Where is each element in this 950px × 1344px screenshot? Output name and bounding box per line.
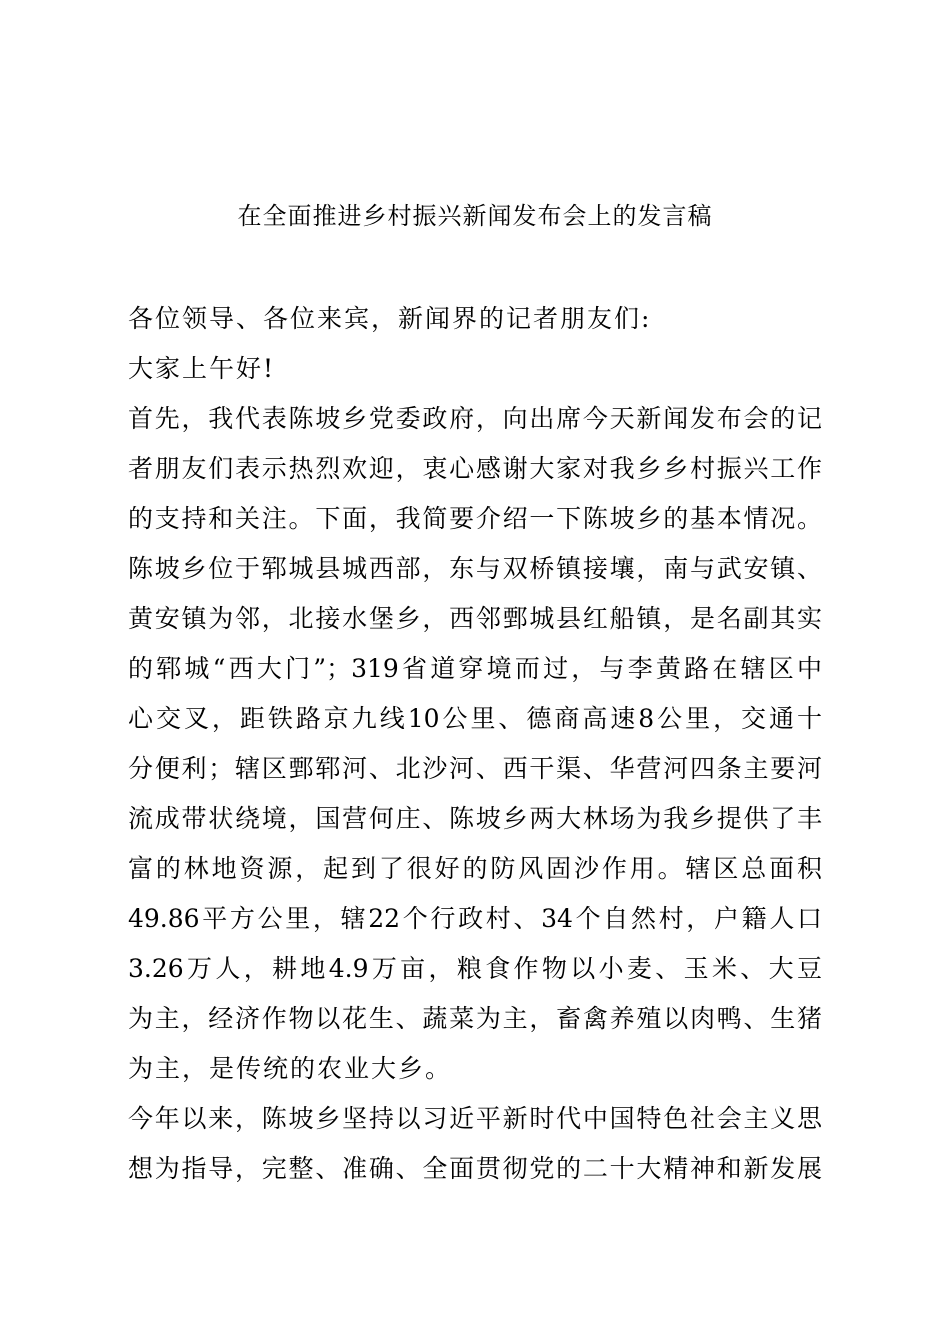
body-line: 3.26万人，耕地4.9万亩，粮食作物以小麦、玉米、大豆 — [128, 954, 822, 983]
document-body — [128, 294, 822, 1194]
body-line: 大家上午好! — [128, 354, 276, 383]
body-line: 想为指导，完整、准确、全面贯彻党的二十大精神和新发展 — [128, 1154, 822, 1183]
body-line: 的支持和关注。下面，我简要介绍一下陈坡乡的基本情况。 — [128, 504, 822, 533]
body-line: 分便利；辖区鄄郓河、北沙河、西干渠、华营河四条主要河 — [128, 754, 822, 783]
body-line: 今年以来，陈坡乡坚持以习近平新时代中国特色社会主义思 — [128, 1104, 822, 1133]
body-line: 为主，经济作物以花生、蔬菜为主，畜禽养殖以肉鸭、生猪 — [128, 1004, 822, 1033]
body-line: 者朋友们表示热烈欢迎，衷心感谢大家对我乡乡村振兴工作 — [128, 454, 822, 483]
body-line: 流成带状绕境，国营何庄、陈坡乡两大林场为我乡提供了丰 — [128, 804, 822, 833]
body-line: 各位领导、各位来宾，新闻界的记者朋友们: — [128, 304, 652, 333]
body-line: 首先，我代表陈坡乡党委政府，向出席今天新闻发布会的记 — [128, 404, 822, 433]
body-line: 为主，是传统的农业大乡。 — [128, 1054, 453, 1083]
document-title: 在全面推进乡村振兴新闻发布会上的发言稿 — [237, 202, 713, 230]
body-line: 陈坡乡位于郓城县城西部，东与双桥镇接壤，南与武安镇、 — [128, 554, 822, 583]
body-line: 心交叉，距铁路京九线10公里、德商高速8公里，交通十 — [128, 704, 822, 733]
body-line: 黄安镇为邻，北接水堡乡，西邻鄄城县红船镇，是名副其实 — [128, 604, 822, 633]
body-line: 富的林地资源，起到了很好的防风固沙作用。辖区总面积 — [128, 854, 822, 883]
body-line: 49.86平方公里，辖22个行政村、34个自然村，户籍人口 — [128, 904, 822, 933]
body-line: 的郓城“西大门”；319省道穿境而过，与李黄路在辖区中 — [128, 654, 822, 683]
